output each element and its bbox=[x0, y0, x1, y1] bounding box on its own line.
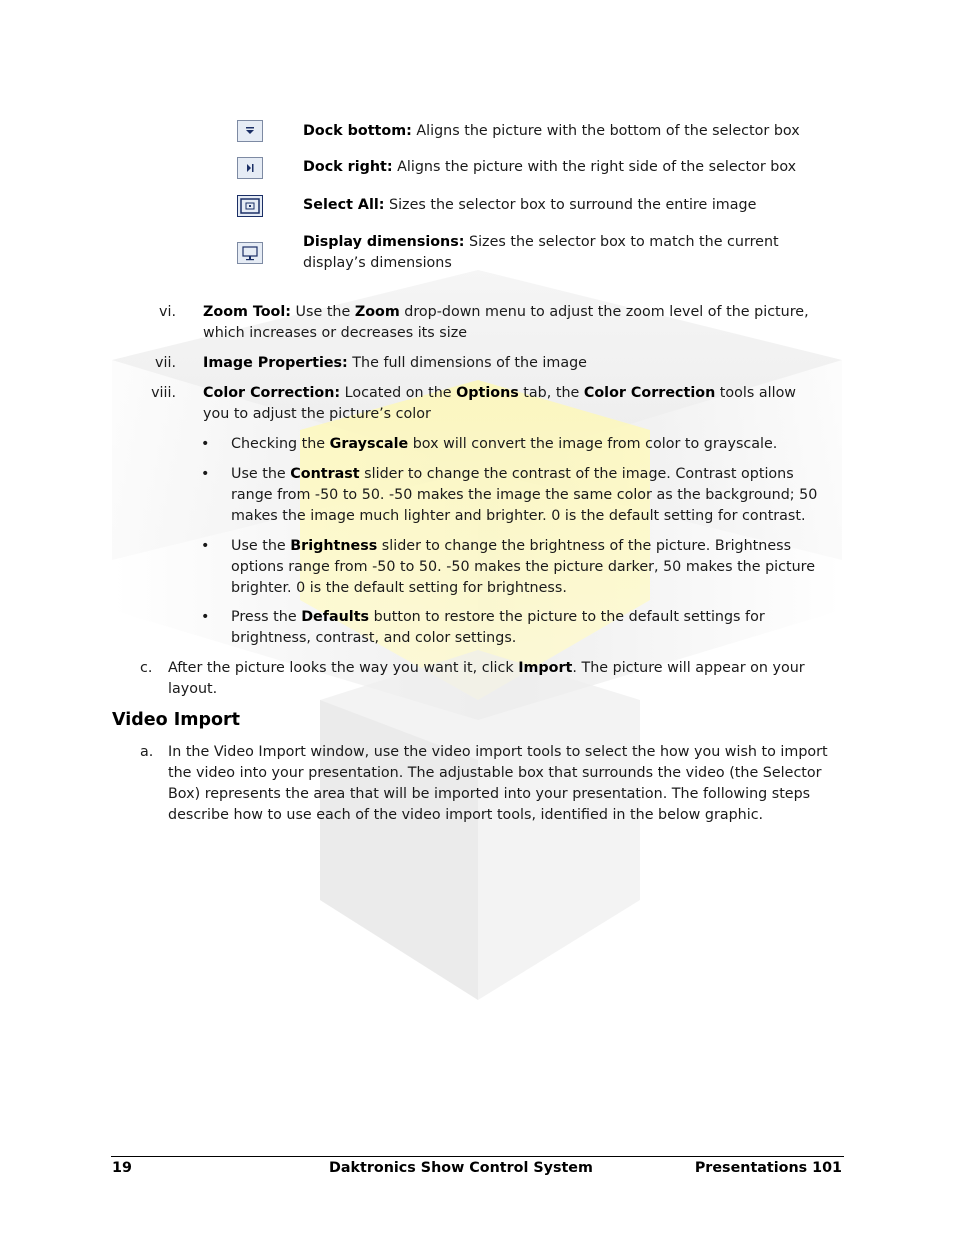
contrast-bullet bbox=[231, 464, 831, 527]
zoom-tool-item bbox=[203, 302, 838, 344]
text: box will convert the image from color to grayscale. bbox=[408, 436, 778, 452]
desc: Aligns the picture with the bottom of the selector box bbox=[411, 123, 800, 139]
step-label: c. bbox=[140, 660, 153, 676]
list-number: viii. bbox=[151, 385, 176, 401]
text: Checking the bbox=[231, 436, 330, 452]
text: tools allow you to adjust the picture’s color bbox=[203, 385, 797, 422]
footer-section: Presentations 101 bbox=[694, 1160, 842, 1176]
term: Color Correction: bbox=[203, 385, 341, 401]
bold: Zoom bbox=[354, 304, 400, 320]
bullet: • bbox=[201, 538, 210, 554]
select-all-text bbox=[303, 195, 843, 216]
step-label: a. bbox=[140, 744, 154, 760]
text: Located on the bbox=[340, 385, 457, 401]
bold: Defaults bbox=[301, 609, 370, 625]
defaults-bullet bbox=[231, 607, 831, 649]
footer-title: Daktronics Show Control System bbox=[329, 1160, 593, 1176]
term: Dock right: bbox=[303, 159, 393, 175]
step-a-text: In the Video Import window, use the video import tools to select the how you wish to import the video into your presentation. The adjustable box that surrounds the video (the Selector Box) represents the area that will be imported into your presentation. The following steps describe how to use each of the video import tools, identified in the below graphic. bbox=[168, 744, 828, 823]
text: button to restore the picture to the default settings for brightness, contrast, and color settings. bbox=[231, 609, 765, 646]
select-all-icon[interactable] bbox=[237, 195, 263, 217]
list-number: vii. bbox=[155, 355, 176, 371]
text: drop-down menu to adjust the zoom level of the picture, which increases or decreases its size bbox=[203, 304, 809, 341]
brightness-bullet bbox=[231, 536, 831, 599]
text: slider to change the brightness of the picture. Brightness options range from -50 to 50. -50 makes the picture darker, 50 makes the picture brighter. 0 is the default setting for brightness. bbox=[231, 538, 816, 596]
term: Image Properties: bbox=[203, 355, 348, 371]
bold: Contrast bbox=[290, 466, 360, 482]
display-dimensions-text bbox=[303, 232, 843, 274]
bullet: • bbox=[201, 436, 210, 452]
bullet: • bbox=[201, 466, 210, 482]
text: The full dimensions of the image bbox=[347, 355, 587, 371]
bold: Options bbox=[456, 385, 519, 401]
display-dimensions-icon[interactable] bbox=[237, 242, 263, 264]
text: tab, the bbox=[518, 385, 584, 401]
color-correction-item bbox=[203, 383, 823, 425]
bold: Brightness bbox=[290, 538, 378, 554]
page-number: 19 bbox=[112, 1160, 132, 1176]
bold: Import bbox=[518, 660, 573, 676]
desc: Sizes the selector box to surround the entire image bbox=[384, 197, 757, 213]
bold: Grayscale bbox=[329, 436, 409, 452]
text: Use the bbox=[231, 466, 291, 482]
text: slider to change the contrast of the image. Contrast options range from -50 to 50. -50 makes the image the same color as the background; 50 makes the image much lighter and brighter. 0 is the default setting for contrast. bbox=[231, 466, 818, 524]
desc: Sizes the selector box to match the current display’s dimensions bbox=[303, 234, 779, 271]
term: Zoom Tool: bbox=[203, 304, 292, 320]
text: Use the bbox=[291, 304, 355, 320]
dock-bottom-text bbox=[303, 121, 843, 142]
term: Dock bottom: bbox=[303, 123, 412, 139]
term: Display dimensions: bbox=[303, 234, 465, 250]
text: . The picture will appear on your layout. bbox=[168, 660, 805, 697]
dock-right-text bbox=[303, 157, 843, 178]
bold: Color Correction bbox=[583, 385, 716, 401]
list-number: vi. bbox=[159, 304, 176, 320]
footer-rule bbox=[111, 1156, 844, 1157]
grayscale-bullet bbox=[231, 434, 831, 455]
bullet: • bbox=[201, 609, 210, 625]
desc: Aligns the picture with the right side of the selector box bbox=[392, 159, 797, 175]
step-c-text bbox=[168, 658, 848, 700]
video-import-heading: Video Import bbox=[112, 710, 241, 730]
dock-right-icon[interactable] bbox=[237, 157, 263, 179]
dock-bottom-icon[interactable] bbox=[237, 120, 263, 142]
image-properties-item bbox=[203, 353, 838, 374]
term: Select All: bbox=[303, 197, 385, 213]
text: After the picture looks the way you want it, click bbox=[168, 660, 519, 676]
text: Use the bbox=[231, 538, 291, 554]
text: Press the bbox=[231, 609, 302, 625]
